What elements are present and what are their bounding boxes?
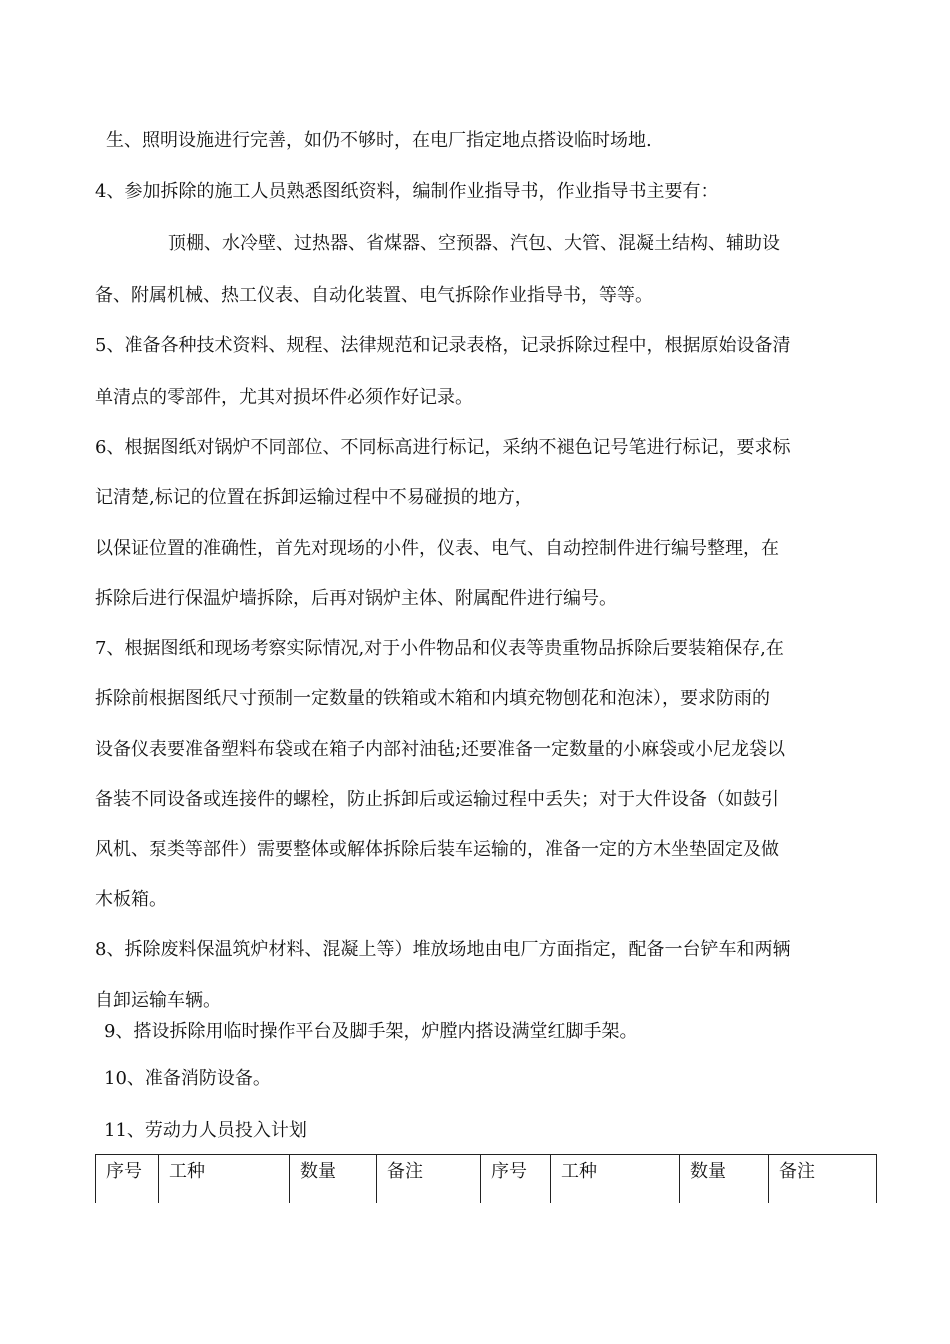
paragraph-line: 5、准备各种技术资料、规程、法律规范和记录表格，记录拆除过程中，根据原始设备清 [95,335,791,356]
paragraph-line: 拆除后进行保温炉墙拆除，后再对锅炉主体、附属配件进行编号。 [95,588,617,609]
paragraph-line: 单清点的零部件，尤其对损坏件必须作好记录。 [95,387,473,408]
paragraph-line: 8、拆除废料保温筑炉材料、混凝上等）堆放场地由电厂方面指定，配备一台铲车和两辆 [95,939,791,960]
table-header-cell: 序号 [96,1155,159,1204]
paragraph-line: 设备仪表要准备塑料布袋或在箱子内部衬油毡;还要准备一定数量的小麻袋或小尼龙袋以 [95,739,786,760]
table-header-cell: 数量 [290,1155,377,1204]
paragraph-line: 记清楚,标记的位置在拆卸运输过程中不易碰损的地方， [95,487,533,508]
table-header-cell: 备注 [377,1155,481,1204]
table-header-cell: 数量 [680,1155,769,1204]
labor-plan-table [95,1154,877,1203]
section-heading: 11、劳动力人员投入计划 [104,1120,307,1141]
paragraph-line: 自卸运输车辆。 [95,990,221,1011]
table-header-cell: 序号 [481,1155,551,1204]
paragraph-line: 木板箱。 [95,889,167,910]
paragraph-line: 10、准备消防设备。 [104,1068,271,1089]
paragraph-line: 顶棚、水冷壁、过热器、省煤器、空预器、汽包、大管、混凝土结构、辅助设 [168,233,780,254]
paragraph-line: 4、参加拆除的施工人员熟悉图纸资料，编制作业指导书，作业指导书主要有： [95,181,719,202]
paragraph-line: 备装不同设备或连接件的螺栓，防止拆卸后或运输过程中丢失；对于大件设备（如鼓引 [95,789,779,810]
table-header-cell: 工种 [551,1155,680,1204]
paragraph-line: 备、附属机械、热工仪表、自动化装置、电气拆除作业指导书，等等。 [95,285,653,306]
paragraph-line: 6、根据图纸对锅炉不同部位、不同标高进行标记，采纳不褪色记号笔进行标记，要求标 [95,437,791,458]
table-header-cell: 备注 [769,1155,877,1204]
paragraph-line: 7、根据图纸和现场考察实际情况,对于小件物品和仪表等贵重物品拆除后要装箱保存,在 [95,638,784,659]
paragraph-line: 9、搭设拆除用临时操作平台及脚手架，炉膛内搭设满堂红脚手架。 [104,1021,638,1042]
paragraph-line: 风机、泵类等部件）需要整体或解体拆除后装车运输的，准备一定的方木坐垫固定及做 [95,839,779,860]
table-header-row [96,1155,877,1204]
paragraph-line: 以保证位置的准确性，首先对现场的小件，仪表、电气、自动控制件进行编号整理，在 [95,538,779,559]
paragraph-line: 拆除前根据图纸尺寸预制一定数量的铁箱或木箱和内填充物刨花和泡沫），要求防雨的 [95,688,770,709]
table-header-cell: 工种 [159,1155,290,1204]
paragraph-line: 生、照明设施进行完善，如仍不够时，在电厂指定地点搭设临时场地. [106,130,652,151]
